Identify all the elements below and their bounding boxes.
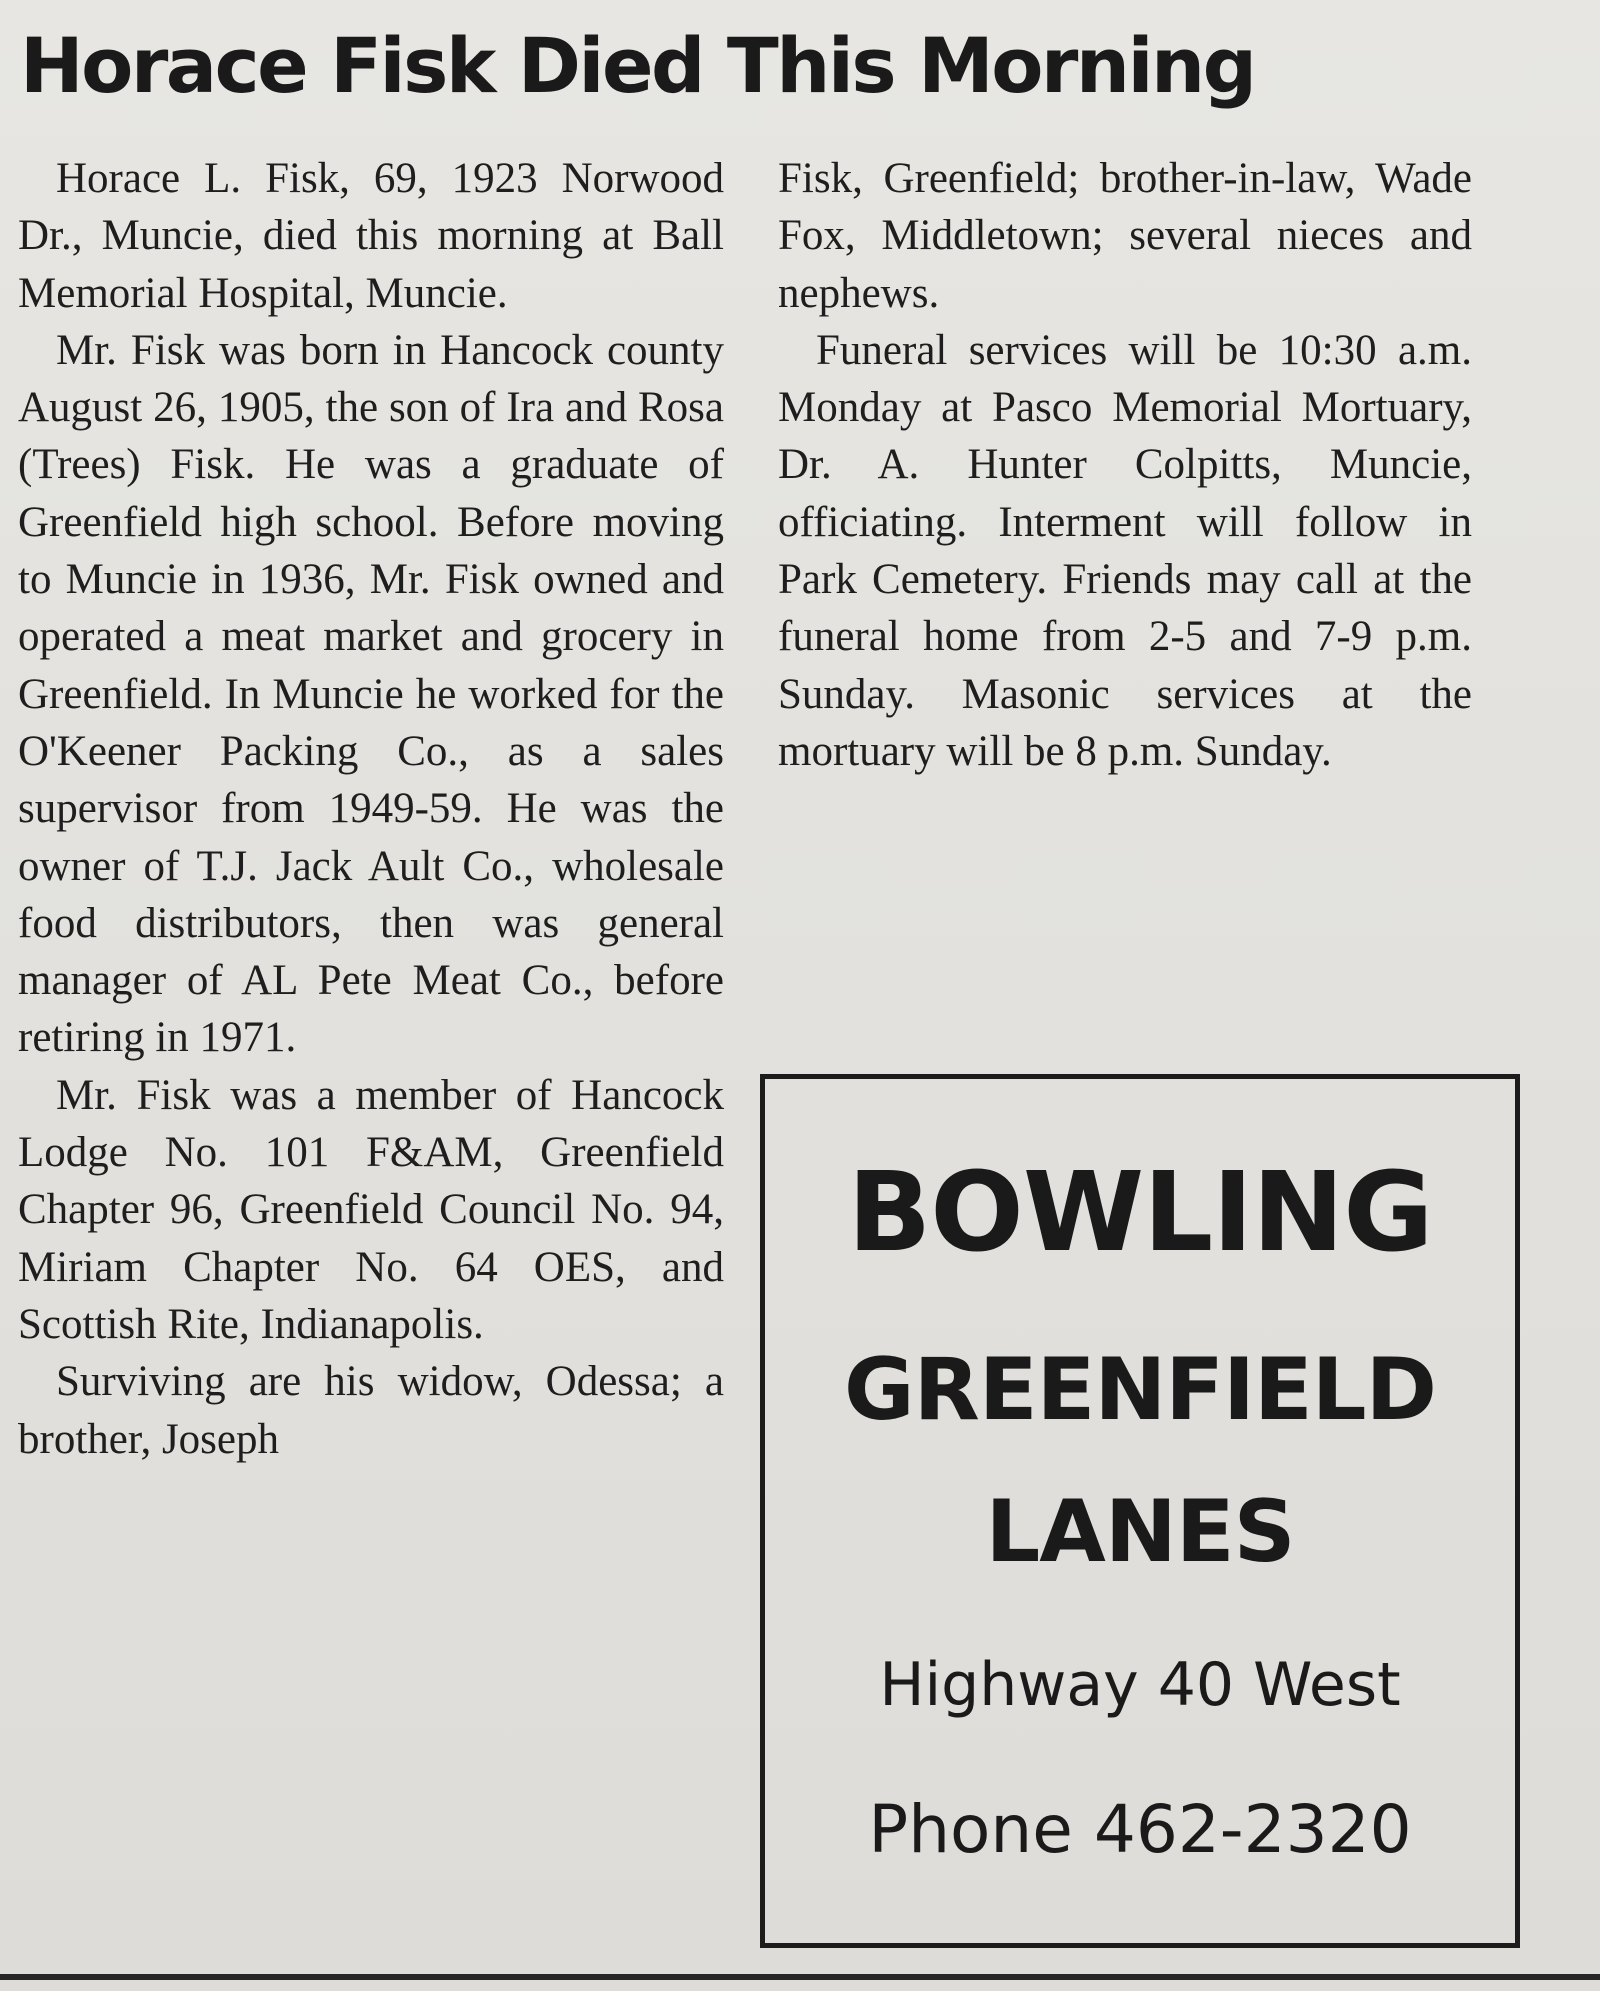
ad-title-bowling: BOWLING: [847, 1148, 1433, 1276]
article-paragraph: Surviving are his widow, Odessa; a brother, Joseph: [18, 1358, 724, 1463]
ad-address: Highway 40 West: [879, 1650, 1401, 1720]
ad-phone: Phone 462-2320: [868, 1791, 1412, 1868]
article-column-right: [778, 150, 1472, 780]
article-paragraph: Mr. Fisk was born in Hancock county August 26, 1905, the son of Ira and Rosa (Trees) Fisk. He was a graduate of Greenfield high school. Before moving to Muncie in 1936, Mr. Fisk owned and operated a meat market and grocery in Greenfield. In Muncie he worked for the O'Keener Packing Co., as a sales supervisor from 1949-59. He was the owner of T.J. Jack Ault Co., wholesale food distributors, then was general manager of AL Pete Meat Co., before retiring in 1971.: [18, 326, 724, 1062]
article-paragraph: Horace L. Fisk, 69, 1923 Norwood Dr., Muncie, died this morning at Ball Memorial Hospital, Muncie.: [18, 155, 724, 317]
article-continuation: Fisk, Greenfield; brother-in-law, Wade Fox, Middletown; several nieces and nephews.: [778, 155, 1472, 317]
ad-title-greenfield: GREENFIELD: [844, 1340, 1436, 1440]
article-paragraph: Funeral services will be 10:30 a.m. Monday at Pasco Memorial Mortuary, Dr. A. Hunter Colpitts, Muncie, officiating. Interment will follow in Park Cemetery. Friends may call at the funeral home from 2-5 and 7-9 p.m. Sunday. Masonic services at the mortuary will be 8 p.m. Sunday.: [778, 326, 1472, 775]
bowling-advertisement: [760, 1074, 1520, 1948]
bottom-rule: [0, 1974, 1600, 1980]
article-paragraph: Mr. Fisk was a member of Hancock Lodge No. 101 F&AM, Greenfield Chapter 96, Greenfield Council No. 94, Miriam Chapter No. 64 OES, and Scottish Rite, Indianapolis.: [18, 1071, 724, 1348]
article-column-left: [18, 150, 724, 1468]
headline: Horace Fisk Died This Morning: [20, 21, 1255, 110]
ad-title-lanes: LANES: [985, 1482, 1295, 1582]
